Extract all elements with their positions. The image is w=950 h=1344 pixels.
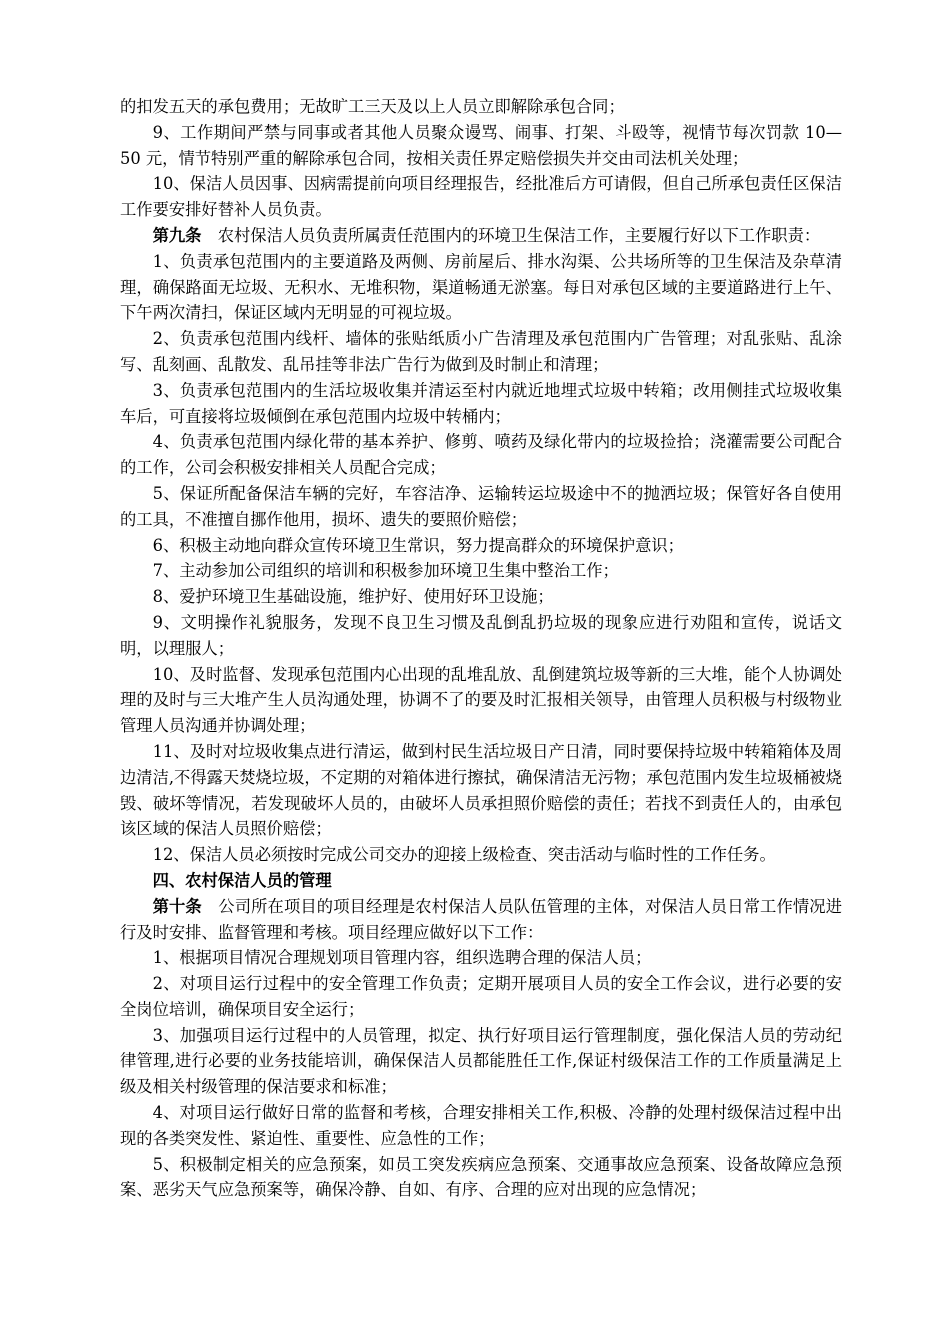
paragraph-p18 <box>120 945 842 971</box>
paragraph-text: 7、主动参加公司组织的培训和积极参加环境卫生集中整治工作； <box>152 561 619 581</box>
paragraph-p8 <box>120 481 842 533</box>
paragraph-p1 <box>120 120 842 172</box>
paragraph-text: 农村保洁人员负责所属责任范围内的环境卫生保洁工作，主要履行好以下工作职责： <box>201 225 821 245</box>
paragraph-text: 10、保洁人员因事、因病需提前向项目经理报告，经批准后方可请假，但自己所承包责任区保洁工作要安排好替补人员负责。 <box>120 174 842 220</box>
paragraph-text: 9、工作期间严禁与同事或者其他人员聚众谩骂、闹事、打架、斗殴等，视情节每次罚款 10—50 元，情节特别严重的解除承包合同，按相关责任界定赔偿损失并交由司法机关处理； <box>120 122 842 168</box>
paragraph-p20 <box>120 1023 842 1100</box>
paragraph-text: 2、负责承包范围内线杆、墙体的张贴纸质小广告清理及承包范围内广告管理；对乱张贴、乱涂写、乱刻画、乱散发、乱吊挂等非法广告行为做到及时制止和清理； <box>120 329 842 374</box>
paragraph-text: 12、保洁人员必须按时完成公司交办的迎接上级检查、突击活动与临时性的工作任务。 <box>152 845 776 865</box>
paragraph-text: 1、负责承包范围内的主要道路及两侧、房前屋后、排水沟渠、公共场所等的卫生保洁及杂草清理，确保路面无垃圾、无积水、无堆积物，渠道畅通无淤塞。每日对承包区域的主要道路进行上午、下午两次清扫，保证区域内无明显的可视垃圾。 <box>120 251 842 323</box>
paragraph-p11 <box>120 584 842 610</box>
paragraph-p5 <box>120 326 842 378</box>
paragraph-p0 <box>120 94 842 120</box>
article-label: 第十条 <box>152 896 202 916</box>
paragraph-text: 3、负责承包范围内的生活垃圾收集并清运至村内就近地埋式垃圾中转箱；改用侧挂式垃圾收集车后，可直接将垃圾倾倒在承包范围内垃圾中转桶内； <box>120 380 842 426</box>
section-heading: 四、农村保洁人员的管理 <box>152 870 332 890</box>
paragraph-text: 1、根据项目情况合理规划项目管理内容，组织选聘合理的保洁人员； <box>152 948 652 968</box>
paragraph-p4 <box>120 249 842 326</box>
paragraph-text: 4、负责承包范围内绿化带的基本养护、修剪、喷药及绿化带内的垃圾捡拾；浇灌需要公司配合的工作，公司会积极安排相关人员配合完成； <box>120 432 842 478</box>
paragraph-text: 11、及时对垃圾收集点进行清运，做到村民生活垃圾日产日清，同时要保持垃圾中转箱箱体及周边清洁,不得露天焚烧垃圾，不定期的对箱体进行擦拭，确保清洁无污物；承包范围内发生垃圾桶被烧毁、破坏等情况，若发现破坏人员的，由破坏人员承担照价赔偿的责任；若找不到责任人的，由承包该区域的保洁人员照价赔偿； <box>120 741 842 839</box>
paragraph-text: 的扣发五天的承包费用；无故旷工三天及以上人员立即解除承包合同； <box>120 97 625 116</box>
paragraph-text: 8、爱护环境卫生基础设施，维护好、使用好环卫设施； <box>152 587 554 607</box>
paragraph-p14 <box>120 739 842 842</box>
paragraph-p6 <box>120 378 842 430</box>
article-9 <box>120 223 842 249</box>
paragraph-p2 <box>120 171 842 223</box>
paragraph-p9 <box>120 533 842 559</box>
paragraph-p13 <box>120 662 842 739</box>
paragraph-text: 5、积极制定相关的应急预案，如员工突发疾病应急预案、交通事故应急预案、设备故障应急预案、恶劣天气应急预案等，确保冷静、自如、有序、合理的应对出现的应急情况； <box>120 1154 842 1200</box>
paragraph-text: 10、及时监督、发现承包范围内心出现的乱堆乱放、乱倒建筑垃圾等新的三大堆，能个人协调处理的及时与三大堆产生人员沟通处理，协调不了的要及时汇报相关领导，由管理人员积极与村级物业管理人员沟通并协调处理； <box>120 664 842 736</box>
paragraph-text: 6、积极主动地向群众宣传环境卫生常识，努力提高群众的环境保护意识； <box>152 535 684 555</box>
document-page <box>120 94 842 1203</box>
paragraph-text: 公司所在项目的项目经理是农村保洁人员队伍管理的主体，对保洁人员日常工作情况进行及时安排、监督管理和考核。项目经理应做好以下工作： <box>120 896 842 942</box>
paragraph-text: 9、文明操作礼貌服务，发现不良卫生习惯及乱倒乱扔垃圾的现象应进行劝阻和宣传，说话文明，以理服人； <box>120 612 842 658</box>
paragraph-p7 <box>120 429 842 481</box>
paragraph-text: 5、保证所配备保洁车辆的完好，车容洁净、运输转运垃圾途中不的抛洒垃圾；保管好各自使用的工具，不准擅自挪作他用，损坏、遗失的要照价赔偿； <box>120 483 842 529</box>
paragraph-p12 <box>120 610 842 662</box>
paragraph-text: 2、对项目运行过程中的安全管理工作负责；定期开展项目人员的安全工作会议，进行必要的安全岗位培训，确保项目安全运行； <box>120 974 842 1019</box>
paragraph-text: 4、对项目运行做好日常的监督和考核，合理安排相关工作,积极、冷静的处理村级保洁过程中出现的各类突发性、紧迫性、重要性、应急性的工作； <box>120 1103 842 1148</box>
paragraph-p10 <box>120 558 842 584</box>
paragraph-text: 3、加强项目运行过程中的人员管理，拟定、执行好项目运行管理制度，强化保洁人员的劳动纪律管理,进行必要的业务技能培训，确保保洁人员都能胜任工作,保证村级保洁工作的工作质量满足上级及相关村级管理的保洁要求和标准； <box>120 1025 842 1097</box>
paragraph-p22 <box>120 1152 842 1204</box>
paragraph-p15 <box>120 842 842 868</box>
paragraph-p21 <box>120 1100 842 1152</box>
article-10 <box>120 894 842 946</box>
paragraph-p19 <box>120 971 842 1023</box>
article-label: 第九条 <box>152 225 202 245</box>
